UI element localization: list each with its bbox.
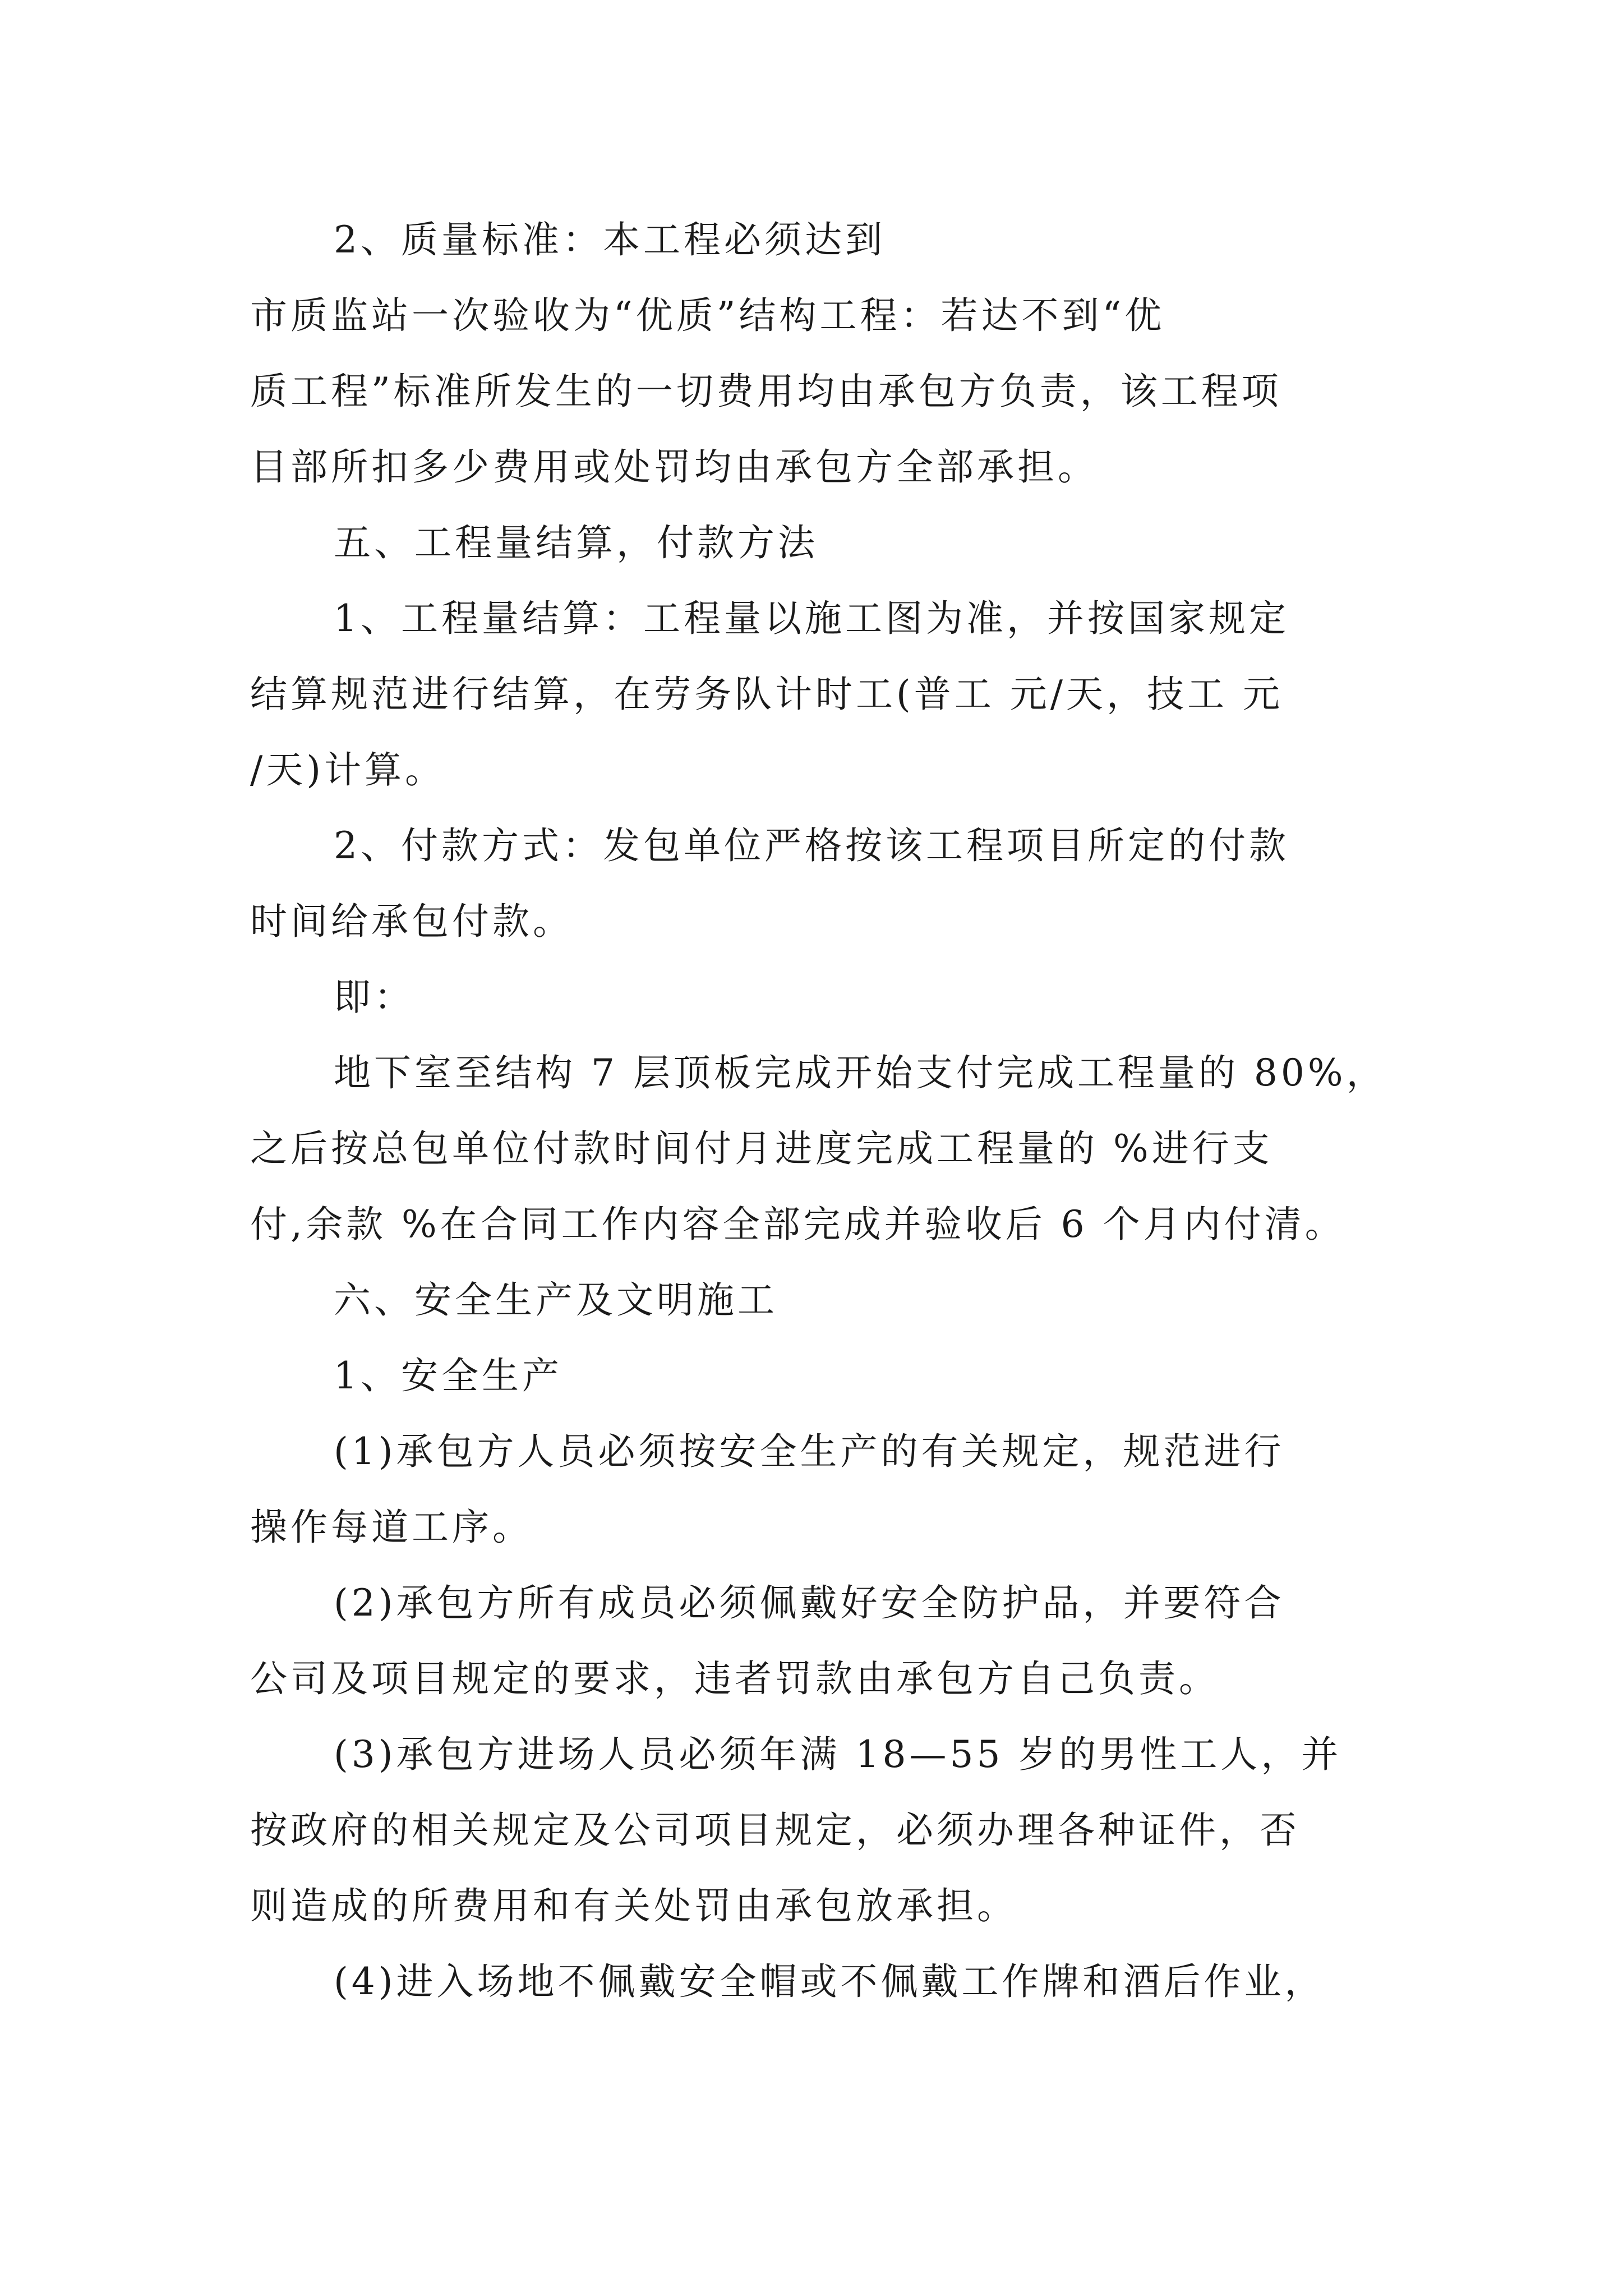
paragraph-line: 时间给承包付款。	[250, 900, 573, 943]
paragraph-line: 操作每道工序。	[250, 1506, 533, 1549]
paragraph-line: 2、质量标准：本工程必须达到	[334, 218, 886, 261]
paragraph-line: (4)进入场地不佩戴安全帽或不佩戴工作牌和酒后作业，	[334, 1960, 1325, 2003]
paragraph-line: (1)承包方人员必须按安全生产的有关规定，规范进行	[334, 1430, 1285, 1473]
paragraph-line: 2、付款方式：发包单位严格按该工程项目所定的付款	[334, 824, 1289, 867]
paragraph-line: 即：	[334, 976, 414, 1019]
paragraph-line: /天)计算。	[250, 748, 445, 792]
paragraph-line: (3)承包方进场人员必须年满 18—55 岁的男性工人，并	[334, 1733, 1342, 1776]
subsection-heading: 1、安全生产	[334, 1354, 562, 1397]
paragraph-line: 地下室至结构 7 层顶板完成开始支付完成工程量的 80%，	[334, 1051, 1387, 1094]
paragraph-line: 公司及项目规定的要求，违者罚款由承包方自己负责。	[250, 1657, 1219, 1700]
paragraph-line: 1、工程量结算：工程量以施工图为准，并按国家规定	[334, 597, 1289, 640]
paragraph-line: 按政府的相关规定及公司项目规定，必须办理各种证件，否	[250, 1809, 1300, 1852]
paragraph-line: 付,余款 %在合同工作内容全部完成并验收后 6 个月内付清。	[250, 1203, 1345, 1246]
section-heading: 五、工程量结算，付款方法	[334, 521, 818, 564]
paragraph-line: 之后按总包单位付款时间付月进度完成工程量的 %进行支	[250, 1127, 1273, 1170]
section-heading: 六、安全生产及文明施工	[334, 1278, 778, 1322]
paragraph-line: 质工程”标准所发生的一切费用均由承包方负责，该工程项	[250, 370, 1282, 413]
paragraph-line: 则造成的所费用和有关处罚由承包放承担。	[250, 1884, 1017, 1927]
paragraph-line: 目部所扣多少费用或处罚均由承包方全部承担。	[250, 445, 1098, 489]
paragraph-line: (2)承包方所有成员必须佩戴好安全防护品，并要符合	[334, 1581, 1285, 1625]
paragraph-line: 结算规范进行结算，在劳务队计时工(普工 元/天，技工 元	[250, 673, 1283, 716]
paragraph-line: 市质监站一次验收为“优质”结构工程：若达不到“优	[250, 294, 1165, 337]
